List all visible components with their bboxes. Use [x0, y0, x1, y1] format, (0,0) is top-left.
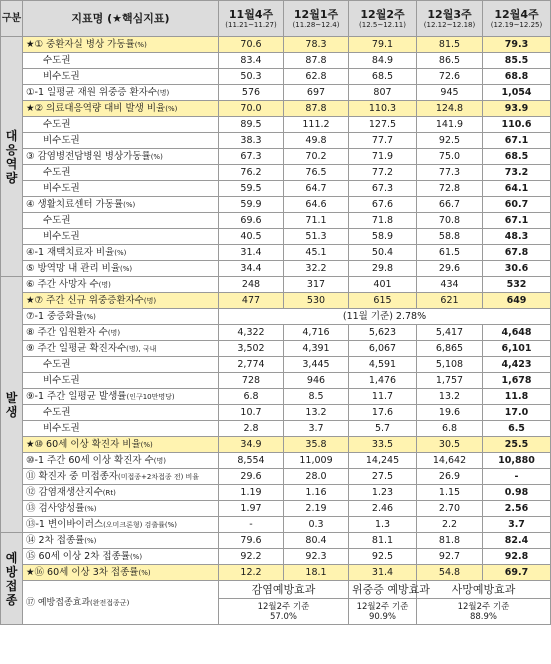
value-cell: 0.3 — [284, 517, 349, 533]
value-cell: 14,642 — [417, 453, 483, 469]
table-row — [1, 405, 551, 421]
value-cell: 6.8 — [219, 389, 284, 405]
value-cell: 68.5 — [349, 69, 417, 85]
value-cell: 141.9 — [417, 117, 483, 133]
value-cell: 13.2 — [284, 405, 349, 421]
value-cell: 79.6 — [219, 533, 284, 549]
value-cell: 77.7 — [349, 133, 417, 149]
table-row — [1, 373, 551, 389]
value-cell: 29.6 — [417, 261, 483, 277]
value-cell: 92.5 — [349, 549, 417, 565]
table-row — [1, 37, 551, 53]
value-cell: 71.8 — [349, 213, 417, 229]
value-cell: 92.3 — [284, 549, 349, 565]
effect-row — [1, 581, 551, 599]
value-cell: 80.4 — [284, 533, 349, 549]
table-row — [1, 101, 551, 117]
table-row — [1, 309, 551, 325]
indicator-name: ④ 생활치료센터 가동률(%) — [23, 197, 219, 213]
table-row — [1, 325, 551, 341]
value-cell: 59.9 — [219, 197, 284, 213]
value-cell: 17.0 — [483, 405, 551, 421]
table-row — [1, 53, 551, 69]
value-cell: 11,009 — [284, 453, 349, 469]
value-cell: 34.9 — [219, 437, 284, 453]
table-row — [1, 341, 551, 357]
table-row — [1, 389, 551, 405]
indicator-name: ★⑩ 60세 이상 확진자 비율(%) — [23, 437, 219, 453]
value-cell: 72.8 — [417, 181, 483, 197]
indicator-name: ⑬-1 변이바이러스(오미크론형) 검출률(%) — [23, 517, 219, 533]
value-cell: 17.6 — [349, 405, 417, 421]
value-cell: 11.7 — [349, 389, 417, 405]
value-cell: 61.5 — [417, 245, 483, 261]
value-cell: 34.4 — [219, 261, 284, 277]
value-cell: 1.3 — [349, 517, 417, 533]
value-cell: 28.0 — [284, 469, 349, 485]
value-cell: 73.2 — [483, 165, 551, 181]
category-header: 구분 — [1, 1, 23, 37]
value-cell: 8,554 — [219, 453, 284, 469]
value-cell: 2,774 — [219, 357, 284, 373]
value-cell: 29.8 — [349, 261, 417, 277]
value-cell: 45.1 — [284, 245, 349, 261]
value-cell: - — [219, 517, 284, 533]
effect-value: 12월2주 기준 88.9% — [417, 599, 551, 625]
value-cell: 64.7 — [284, 181, 349, 197]
value-cell: 13.2 — [417, 389, 483, 405]
value-cell: 11.8 — [483, 389, 551, 405]
value-cell: 14,245 — [349, 453, 417, 469]
table-row — [1, 245, 551, 261]
value-cell: 77.2 — [349, 165, 417, 181]
table-row — [1, 133, 551, 149]
value-cell: 48.3 — [483, 229, 551, 245]
value-cell: 6,067 — [349, 341, 417, 357]
indicator-name: ⑩-1 주간 60세 이상 확진자 수(명) — [23, 453, 219, 469]
value-cell: 3,502 — [219, 341, 284, 357]
table-row — [1, 469, 551, 485]
category-label: 발생 — [5, 390, 18, 419]
value-cell: 1.97 — [219, 501, 284, 517]
value-cell: 79.3 — [483, 37, 551, 53]
effect-value: 12월2주 기준 90.9% — [349, 599, 417, 625]
value-cell: 87.8 — [284, 53, 349, 69]
value-cell: 4,716 — [284, 325, 349, 341]
value-cell: - — [483, 469, 551, 485]
table-row — [1, 197, 551, 213]
value-cell: 51.3 — [284, 229, 349, 245]
indicator-name: ⑨-1 주간 일평균 발생률(인구10만명당) — [23, 389, 219, 405]
table-row — [1, 213, 551, 229]
value-cell: 477 — [219, 293, 284, 309]
indicator-name: 수도권 — [23, 213, 219, 229]
value-cell: 82.4 — [483, 533, 551, 549]
value-cell: 67.6 — [349, 197, 417, 213]
value-cell: 70.2 — [284, 149, 349, 165]
value-cell: 530 — [284, 293, 349, 309]
table-row — [1, 437, 551, 453]
category-cell — [1, 37, 23, 277]
indicator-name: ⑥ 주간 사망자 수(명) — [23, 277, 219, 293]
value-cell: 92.5 — [417, 133, 483, 149]
value-cell: 2.8 — [219, 421, 284, 437]
value-cell: 2.46 — [349, 501, 417, 517]
table-row — [1, 549, 551, 565]
indicator-name: ★⑯ 60세 이상 3차 접종률(%) — [23, 565, 219, 581]
indicator-name: 수도권 — [23, 405, 219, 421]
value-cell: 71.1 — [284, 213, 349, 229]
table-row — [1, 149, 551, 165]
value-cell: 4,322 — [219, 325, 284, 341]
indicator-name: ★② 의료대응역량 대비 발생 비율(%) — [23, 101, 219, 117]
value-cell: 70.0 — [219, 101, 284, 117]
value-cell: 83.4 — [219, 53, 284, 69]
value-cell: 67.1 — [483, 133, 551, 149]
value-cell: 60.7 — [483, 197, 551, 213]
category-label: 예방접종 — [5, 550, 18, 607]
value-cell: 78.3 — [284, 37, 349, 53]
indicator-name: 수도권 — [23, 117, 219, 133]
category-cell — [1, 533, 23, 625]
table-row — [1, 533, 551, 549]
table-row — [1, 517, 551, 533]
indicator-name: ⑦-1 중증화율(%) — [23, 309, 219, 325]
value-cell: 532 — [483, 277, 551, 293]
value-cell: 92.7 — [417, 549, 483, 565]
value-cell: 110.3 — [349, 101, 417, 117]
value-cell: 71.9 — [349, 149, 417, 165]
value-cell: 31.4 — [219, 245, 284, 261]
value-cell: 946 — [284, 373, 349, 389]
value-cell: 5,108 — [417, 357, 483, 373]
value-cell: 615 — [349, 293, 417, 309]
value-cell: 70.8 — [417, 213, 483, 229]
value-cell: 67.3 — [219, 149, 284, 165]
indicator-name: 비수도권 — [23, 133, 219, 149]
table-row — [1, 181, 551, 197]
value-cell: 2.2 — [417, 517, 483, 533]
value-cell: 92.8 — [483, 549, 551, 565]
value-cell: 81.8 — [417, 533, 483, 549]
indicator-name: ★① 중환자실 병상 가동률(%) — [23, 37, 219, 53]
value-cell: 6,101 — [483, 341, 551, 357]
value-cell: 110.6 — [483, 117, 551, 133]
value-cell: 86.5 — [417, 53, 483, 69]
value-cell: 35.8 — [284, 437, 349, 453]
value-cell: 64.6 — [284, 197, 349, 213]
value-cell: 64.1 — [483, 181, 551, 197]
value-cell: 85.5 — [483, 53, 551, 69]
value-cell: 92.2 — [219, 549, 284, 565]
value-cell: 67.1 — [483, 213, 551, 229]
indicator-name: 수도권 — [23, 357, 219, 373]
table-row — [1, 117, 551, 133]
value-cell: 68.8 — [483, 69, 551, 85]
value-cell: 6.8 — [417, 421, 483, 437]
value-cell: 12.2 — [219, 565, 284, 581]
merged-value: (11월 기준) 2.78% — [219, 309, 551, 325]
value-cell: 93.9 — [483, 101, 551, 117]
effect-title: 사망예방효과 — [417, 581, 551, 599]
value-cell: 27.5 — [349, 469, 417, 485]
table-row — [1, 421, 551, 437]
header-row — [1, 1, 551, 37]
table-row — [1, 69, 551, 85]
indicator-name: ⑭ 2차 접종률(%) — [23, 533, 219, 549]
value-cell: 1,757 — [417, 373, 483, 389]
value-cell: 31.4 — [349, 565, 417, 581]
value-cell: 1,054 — [483, 85, 551, 101]
effect-title: 감염예방효과 — [219, 581, 349, 599]
value-cell: 2.19 — [284, 501, 349, 517]
value-cell: 728 — [219, 373, 284, 389]
value-cell: 76.2 — [219, 165, 284, 181]
indicator-name: 비수도권 — [23, 229, 219, 245]
indicator-name: 비수도권 — [23, 421, 219, 437]
indicator-name: ①-1 일평균 재원 위중증 환자수(명) — [23, 85, 219, 101]
value-cell: 81.1 — [349, 533, 417, 549]
value-cell: 1,476 — [349, 373, 417, 389]
value-cell: 50.4 — [349, 245, 417, 261]
week-header: 12월3주 (12.12~12.18) — [417, 1, 483, 37]
value-cell: 2.56 — [483, 501, 551, 517]
table-row — [1, 277, 551, 293]
table-row — [1, 261, 551, 277]
indicator-name: 수도권 — [23, 53, 219, 69]
value-cell: 18.1 — [284, 565, 349, 581]
value-cell: 10,880 — [483, 453, 551, 469]
week-header: 12월2주 (12.5~12.11) — [349, 1, 417, 37]
value-cell: 10.7 — [219, 405, 284, 421]
table-row — [1, 485, 551, 501]
value-cell: 76.5 — [284, 165, 349, 181]
value-cell: 111.2 — [284, 117, 349, 133]
value-cell: 79.1 — [349, 37, 417, 53]
table-row — [1, 565, 551, 581]
value-cell: 434 — [417, 277, 483, 293]
value-cell: 697 — [284, 85, 349, 101]
value-cell: 70.6 — [219, 37, 284, 53]
indicator-name: ⑪ 확진자 중 미접종자(미접종+2차접종 전) 비율 — [23, 469, 219, 485]
value-cell: 19.6 — [417, 405, 483, 421]
value-cell: 33.5 — [349, 437, 417, 453]
value-cell: 81.5 — [417, 37, 483, 53]
indicator-name: ★⑦ 주간 신규 위중증환자수(명) — [23, 293, 219, 309]
value-cell: 5,623 — [349, 325, 417, 341]
value-cell: 1,678 — [483, 373, 551, 389]
value-cell: 576 — [219, 85, 284, 101]
value-cell: 3.7 — [284, 421, 349, 437]
value-cell: 649 — [483, 293, 551, 309]
indicator-name: ③ 감염병전담병원 병상가동률(%) — [23, 149, 219, 165]
indicator-name: ④-1 재택치료자 비율(%) — [23, 245, 219, 261]
value-cell: 4,648 — [483, 325, 551, 341]
value-cell: 248 — [219, 277, 284, 293]
indicator-name: ⑤ 방역망 내 관리 비율(%) — [23, 261, 219, 277]
indicator-name: 수도권 — [23, 165, 219, 181]
value-cell: 89.5 — [219, 117, 284, 133]
value-cell: 38.3 — [219, 133, 284, 149]
table-row — [1, 165, 551, 181]
value-cell: 5,417 — [417, 325, 483, 341]
effect-value: 12월2주 기준 57.0% — [219, 599, 349, 625]
value-cell: 72.6 — [417, 69, 483, 85]
value-cell: 75.0 — [417, 149, 483, 165]
value-cell: 1.23 — [349, 485, 417, 501]
value-cell: 32.2 — [284, 261, 349, 277]
table-row — [1, 229, 551, 245]
value-cell: 58.8 — [417, 229, 483, 245]
value-cell: 26.9 — [417, 469, 483, 485]
value-cell: 5.7 — [349, 421, 417, 437]
value-cell: 0.98 — [483, 485, 551, 501]
value-cell: 62.8 — [284, 69, 349, 85]
value-cell: 317 — [284, 277, 349, 293]
value-cell: 68.5 — [483, 149, 551, 165]
value-cell: 66.7 — [417, 197, 483, 213]
table-row — [1, 501, 551, 517]
value-cell: 67.8 — [483, 245, 551, 261]
value-cell: 59.5 — [219, 181, 284, 197]
indicator-name: ⑮ 60세 이상 2차 접종률(%) — [23, 549, 219, 565]
table-row — [1, 85, 551, 101]
table-row — [1, 453, 551, 469]
value-cell: 124.8 — [417, 101, 483, 117]
value-cell: 401 — [349, 277, 417, 293]
indicator-name: 비수도권 — [23, 373, 219, 389]
value-cell: 4,591 — [349, 357, 417, 373]
table-row — [1, 293, 551, 309]
value-cell: 58.9 — [349, 229, 417, 245]
value-cell: 25.5 — [483, 437, 551, 453]
indicator-name: ⑧ 주간 입원환자 수(명) — [23, 325, 219, 341]
value-cell: 54.8 — [417, 565, 483, 581]
value-cell: 50.3 — [219, 69, 284, 85]
table-row — [1, 357, 551, 373]
value-cell: 30.5 — [417, 437, 483, 453]
indicator-name: ⑬ 검사양성률(%) — [23, 501, 219, 517]
value-cell: 84.9 — [349, 53, 417, 69]
value-cell: 621 — [417, 293, 483, 309]
value-cell: 6,865 — [417, 341, 483, 357]
value-cell: 3.7 — [483, 517, 551, 533]
value-cell: 6.5 — [483, 421, 551, 437]
value-cell: 29.6 — [219, 469, 284, 485]
week-header: 12월4주 (12.19~12.25) — [483, 1, 551, 37]
indicator-name: 비수도권 — [23, 181, 219, 197]
value-cell: 3,445 — [284, 357, 349, 373]
value-cell: 1.16 — [284, 485, 349, 501]
value-cell: 77.3 — [417, 165, 483, 181]
value-cell: 1.15 — [417, 485, 483, 501]
category-label: 대응역량 — [5, 128, 18, 185]
value-cell: 8.5 — [284, 389, 349, 405]
category-cell — [1, 277, 23, 533]
value-cell: 2.70 — [417, 501, 483, 517]
value-cell: 69.6 — [219, 213, 284, 229]
indicator-header: 지표명 (★핵심지표) — [23, 1, 219, 37]
value-cell: 69.7 — [483, 565, 551, 581]
value-cell: 807 — [349, 85, 417, 101]
indicator-name: 비수도권 — [23, 69, 219, 85]
value-cell: 40.5 — [219, 229, 284, 245]
value-cell: 67.3 — [349, 181, 417, 197]
indicator-name: ⑰ 예방접종효과(완전접종군) — [23, 581, 219, 625]
indicator-name: ⑫ 감염재생산지수(Rt) — [23, 485, 219, 501]
value-cell: 127.5 — [349, 117, 417, 133]
effect-title: 위중증 예방효과 — [349, 581, 417, 599]
value-cell: 30.6 — [483, 261, 551, 277]
value-cell: 87.8 — [284, 101, 349, 117]
indicator-name: ⑨ 주간 일평균 확진자수(명), 국내 — [23, 341, 219, 357]
value-cell: 945 — [417, 85, 483, 101]
value-cell: 1.19 — [219, 485, 284, 501]
week-header: 12월1주 (11.28~12.4) — [284, 1, 349, 37]
week-header: 11월4주 (11.21~11.27) — [219, 1, 284, 37]
value-cell: 4,423 — [483, 357, 551, 373]
value-cell: 4,391 — [284, 341, 349, 357]
value-cell: 49.8 — [284, 133, 349, 149]
